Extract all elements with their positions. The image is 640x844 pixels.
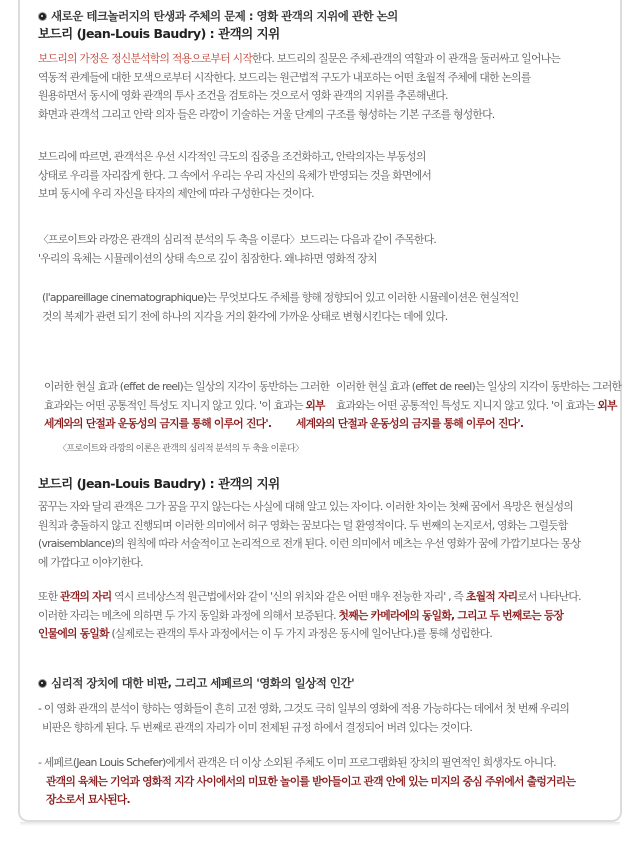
bullet-icon (38, 679, 47, 688)
highlight-text: 보드리의 가정은 정신분석학의 적용으로부터 시작 (38, 52, 253, 65)
section1-paragraph4: (l'appareillage cinematographique)는 무엇보다도 주체를 향해 정향되어 있고 이러한 시뮬레이션은 현실적인 것의 복제가 관련 되기 전에 하나의 지각을 거의 환각에 가까운 상태로 변형시킨다는 데에 있다. (42, 291, 519, 323)
section2-title: 보드리 (Jean-Louis Baudry) : 관객의 지위 (38, 476, 280, 491)
frame-shadow (20, 822, 620, 826)
section1-quote-left: 이러한 현실 효과 (effet de reel)는 일상의 지각이 동반하는 그러한 효과와는 어떤 공통적인 특성도 지니지 않고 있다. '이 효과는 외부 세계와의 단절과 운동성의 금지를 통해 이루어 진다'. (44, 380, 330, 430)
bullet-icon (38, 12, 47, 21)
section3-item1: - 이 영화 관객의 분석이 향하는 영화들이 흔히 고전 영화, 그것도 극히 일부의 영화에 적용 가능하다는 데에서 첫 번째 우리의 비판은 향하게 된다. 두 번째로 관객의 자리가 이미 전제된 규정 하에서 결정되어 버려 있다는 것이다. (38, 702, 570, 734)
section3-heading: 심리적 장치에 대한 비판, 그리고 세페르의 '영화의 일상적 인간' (38, 675, 604, 691)
section1-paragraph3: 〈프로이트와 라깡은 관객의 심리적 분석의 두 축을 이룬다〉보드리는 다음과 같이 주목한다. '우리의 육체는 시뮬레이션의 상태 속으로 깊이 침잠한다. 왜냐하면 영화적 장치 (38, 233, 437, 265)
section1-title: 보드리 (Jean-Louis Baudry) : 관객의 지위 (38, 26, 280, 41)
section3-item2: - 세페르(Jean Louis Schefer)에게서 관객은 더 이상 소외된 주체도 이미 프로그램화된 장치의 필연적인 희생자도 아니다. 관객의 육체는 기억과 영화적 지각 사이에서의 미묘한 놀이를 받아들이고 관객 안에 있는 미지의 중심 주위에서 출렁거리는 장소로서 묘사된다. (38, 756, 576, 806)
section2-paragraph1: 꿈꾸는 자와 달리 관객은 그가 꿈을 꾸지 않는다는 사실에 대해 알고 있는 자이다. 이러한 차이는 첫째 꿈에서 욕망은 현실성의 원칙과 충돌하지 않고 진행되며 이러한 의미에서 허구 영화는 꿈보다는 덜 환영적이다. 두 번째의 논지로서, 영화는 그럴듯함 (vraisemblance)의 원칙에 따라 서술적이고 논리적으로 전개 된다. 이런 의미에서 메츠는 우선 영화가 꿈에 가깝기보다는 몽상 에 가깝다고 이야기한다. (38, 500, 581, 569)
section1-heading: 새로운 테크놀러지의 탄생과 주체의 문제 : 영화 관객의 지위에 관한 논의 (38, 8, 604, 24)
figure-caption: 〈프로이트와 라깡의 이론은 관객의 심리적 분석의 두 축을 이룬다〉 (58, 444, 304, 454)
section2-paragraph2: 또한 관객의 자리 역시 르네상스적 원근법에서와 같이 '신의 위치와 같은 어떤 매우 전능한 자리' , 즉 초월적 자리로서 나타난다. 이러한 자리는 메츠에 의하면 두 가지 동일화 과정에 의해서 보증된다. 첫째는 카메라에의 동일화, 그리고 두 번째로는 등장 인물에의 동일화 (실제로는 관객의 투사 과정에서는 이 두 가지 과정은 동시에 일어난다.)를 통해 성립한다. (38, 590, 581, 640)
section1-paragraph1: 보드리의 가정은 정신분석학의 적용으로부터 시작한다. 보드리의 질문은 주체-관객의 역할과 이 관객을 둘러싸고 일어나는 역동적 관계들에 대한 모색으로부터 시작한다. 보드리는 원근법적 구도가 내포하는 어떤 초월적 주체에 대한 논의를 원용하면서 동시에 영화 관객의 투사 조건을 검토하는 것으로서 영화 관객의 지위를 추론해낸다. 화면과 관객석 그리고 안락 의자 들은 라깡이 기술하는 거울 단계의 구조를 형성하는 기본 구조를 형성한다. (38, 52, 561, 121)
section1-quote-right-duplicate: 이러한 현실 효과 (effet de reel)는 일상의 지각이 동반하는 그러한 효과와는 어떤 공통적인 특성도 지니지 않고 있다. '이 효과는 외부 세계와의 단절과 운동성의 금지를 통해 이루어 진다'. (296, 380, 622, 430)
section1-paragraph2: 보드리에 따르면, 관객석은 우선 시각적인 극도의 집중을 조건화하고, 안락의자는 부동성의 상태로 우리를 자리잡게 한다. 그 속에서 우리는 우리 자신의 육체가 반영되는 것을 화면에서 보며 동시에 우리 자신을 타자의 제안에 따라 구성한다는 것이다. (38, 150, 432, 200)
